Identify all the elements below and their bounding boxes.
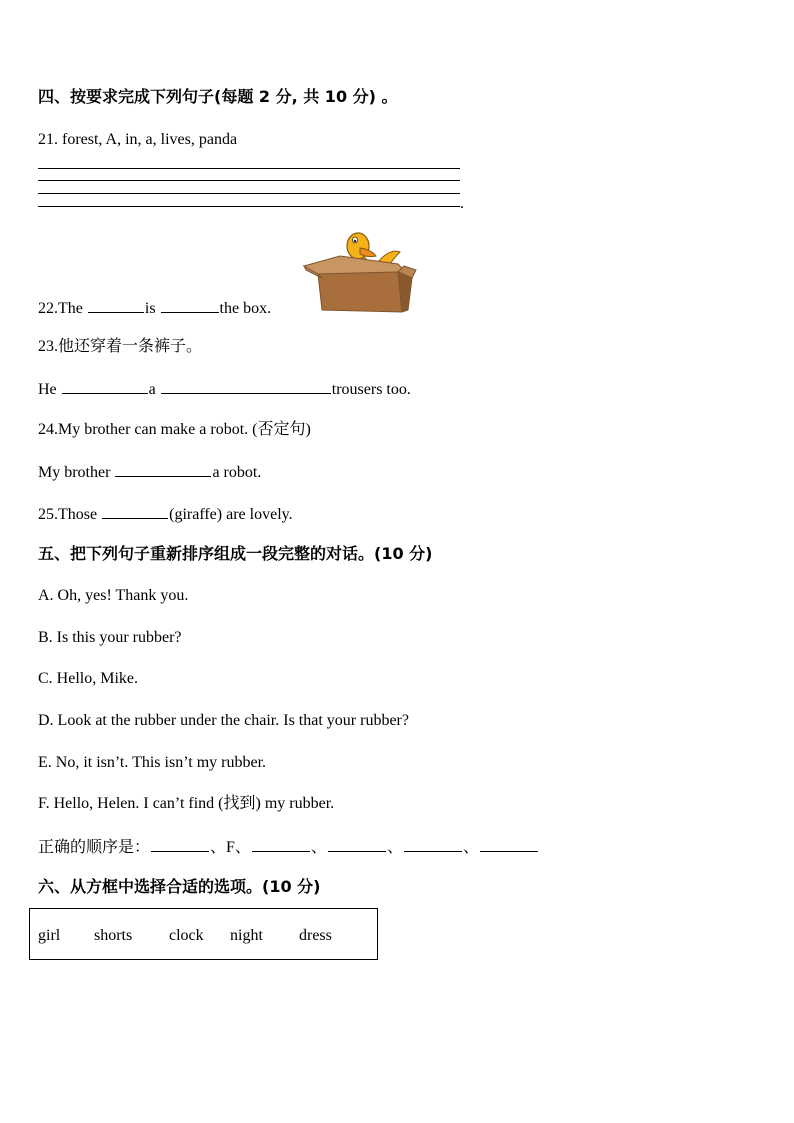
q24-text-2: a robot. — [212, 464, 262, 481]
q23-blank-2[interactable] — [161, 378, 331, 394]
q23-text-3: trousers too. — [331, 381, 411, 398]
order-blank-5[interactable] — [480, 836, 538, 852]
order-sep-3: 、 — [462, 839, 479, 856]
duck-in-box-illustration — [300, 226, 418, 316]
answer-line-4 — [38, 206, 460, 207]
order-sep-2: 、 — [386, 839, 403, 856]
word-bank-item: shorts — [94, 927, 133, 944]
q24-prompt: 24.My brother can make a robot. (否定句) — [38, 421, 311, 438]
word-bank-item: dress — [299, 927, 332, 944]
q25-text-1: 25.Those — [38, 506, 102, 523]
section4-heading: 四、按要求完成下列句子(每题 2 分, 共 10 分) 。 — [38, 87, 398, 106]
order-answer-line — [38, 836, 539, 858]
section6-heading: 六、从方框中选择合适的选项。(10 分) — [38, 877, 321, 896]
section5-heading: 五、把下列句子重新排序组成一段完整的对话。(10 分) — [38, 544, 433, 563]
dialog-option-e: E. No, it isn’t. This isn’t my rubber. — [38, 754, 267, 771]
order-blank-2[interactable] — [252, 836, 310, 852]
answer-line-2 — [38, 180, 460, 181]
q21-text: 21. forest, A, in, a, lives, panda — [38, 131, 238, 148]
word-bank-item: night — [230, 927, 263, 944]
q22-line — [38, 297, 271, 319]
order-blank-1[interactable] — [151, 836, 209, 852]
q22-blank-2[interactable] — [161, 297, 219, 313]
q23-line — [38, 378, 411, 400]
q23-text-2: a — [148, 381, 160, 398]
q22-blank-1[interactable] — [88, 297, 144, 313]
order-fixed-f: 、F、 — [210, 839, 251, 856]
word-bank-box — [29, 908, 378, 960]
dialog-option-f: F. Hello, Helen. I can’t find (找到) my rubber. — [38, 795, 335, 812]
q22-text-2: is — [144, 300, 160, 317]
order-sep-1: 、 — [310, 839, 327, 856]
order-blank-4[interactable] — [404, 836, 462, 852]
q25-text-2: (giraffe) are lovely. — [169, 506, 293, 523]
dialog-option-a: A. Oh, yes! Thank you. — [38, 587, 189, 604]
q25-blank[interactable] — [102, 503, 168, 519]
word-bank-item: girl — [38, 927, 61, 944]
answer-line-1 — [38, 168, 460, 169]
order-blank-3[interactable] — [328, 836, 386, 852]
q23-text-1: He — [38, 381, 61, 398]
q23-blank-1[interactable] — [62, 378, 148, 394]
q22-number: 22. — [38, 300, 58, 317]
q25-line — [38, 503, 293, 525]
q24-text-1: My brother — [38, 464, 115, 481]
dialog-option-d: D. Look at the rubber under the chair. Is that your rubber? — [38, 712, 409, 729]
q22-text-1: The — [58, 300, 87, 317]
order-label: 正确的顺序是： — [38, 839, 151, 856]
q23-prompt: 23.他还穿着一条裤子。 — [38, 338, 203, 355]
q21-end-mark: . — [460, 195, 464, 212]
q24-line — [38, 461, 261, 483]
dialog-option-c: C. Hello, Mike. — [38, 670, 138, 687]
answer-line-3 — [38, 193, 460, 194]
q24-blank[interactable] — [115, 461, 211, 477]
q22-text-3: the box. — [219, 300, 272, 317]
dialog-option-b: B. Is this your rubber? — [38, 629, 182, 646]
word-bank-item: clock — [169, 927, 204, 944]
